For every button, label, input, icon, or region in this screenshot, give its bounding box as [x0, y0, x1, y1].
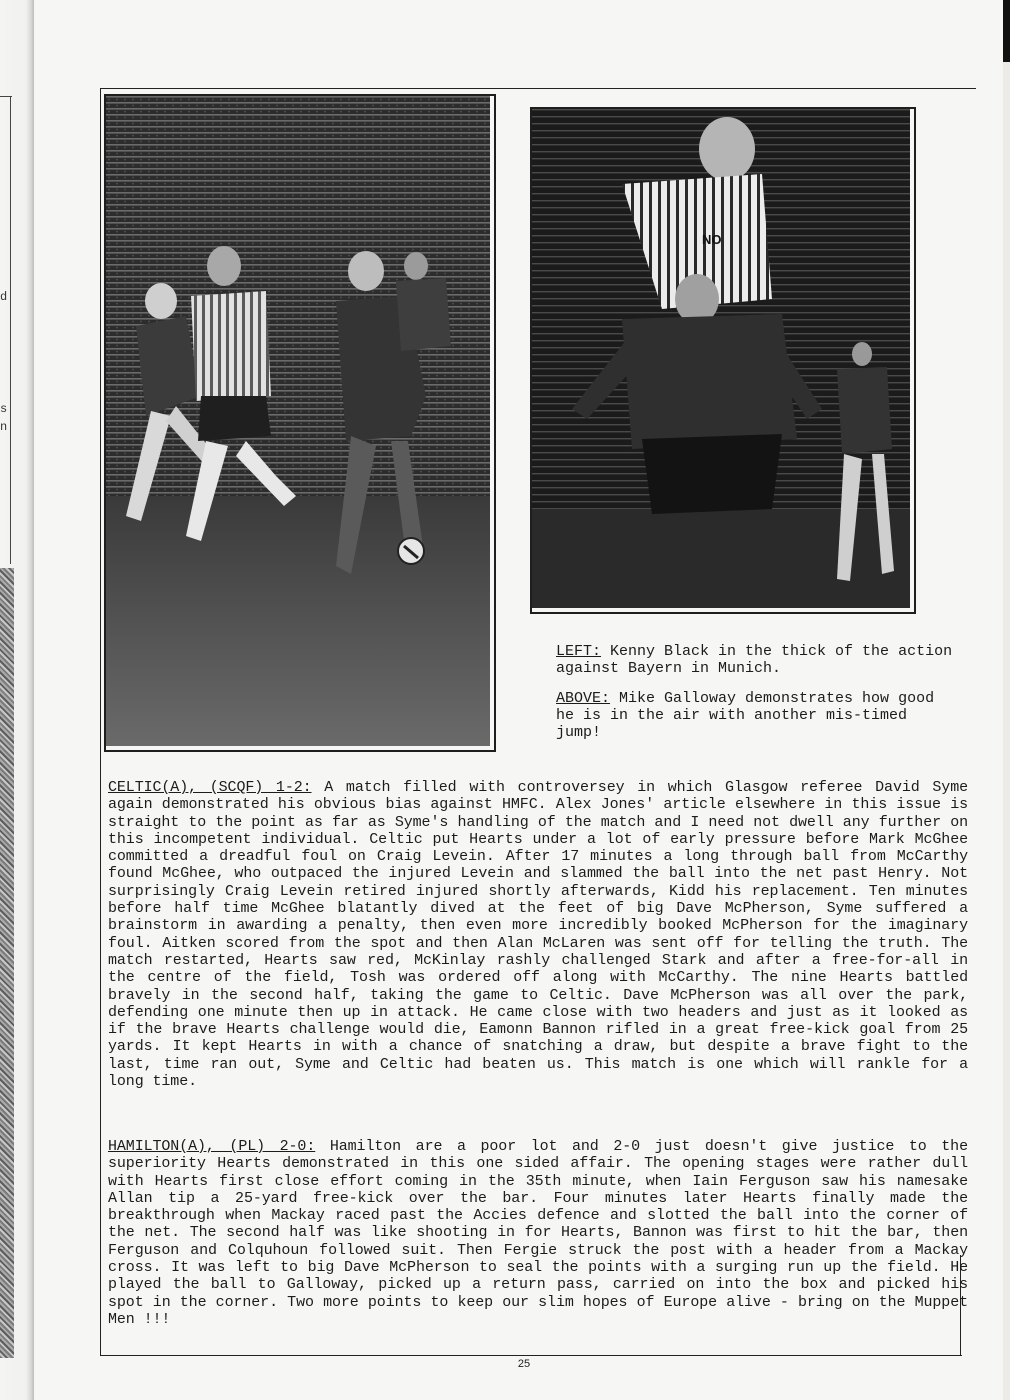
match-report-heading: CELTIC(A), (SCQF) 1-2:	[108, 779, 312, 796]
caption-left-text: Kenny Black in the thick of the action against Bayern in Munich.	[556, 643, 953, 677]
photo-mike-galloway-jump	[530, 107, 916, 614]
facing-page-letter: s	[0, 402, 8, 416]
shirt-sponsor-text: NO	[702, 232, 722, 247]
frame-rule	[100, 88, 976, 89]
caption-above	[556, 690, 956, 741]
caption-left	[556, 643, 956, 677]
scan-edge	[1003, 0, 1010, 62]
facing-page-rule	[10, 96, 11, 564]
match-report-body: Hamilton are a poor lot and 2-0 just doesn't give justice to the superiority Hearts demonstrated in this one sided affair. The opening stages were rather dull with Hearts first close effort coming in the 35th minute, when Iain Ferguson saw his namesake Allan tip a 25-yard free-kick over the bar. Four minutes later Hearts finally made the breakthrough when Mackay raced past the Accies defence and slotted the ball into the corner of the net. The second half was like shooting in for Hearts, Bannon was first to hit the bar, then Ferguson and Colquhoun followed suit. Then Fergie struck the post with a header from a Mackay cross. It was left to big Dave McPherson to seal the points with a surging run up the field. He played the ball to Galloway, picked up a return pass, carried on into the box and picked his spot in the corner. Two more points to keep our slim hopes of Europe alive - bring on the Muppet Men !!!	[108, 1138, 968, 1328]
facing-page-letter: n	[0, 420, 8, 434]
frame-rule	[100, 1355, 962, 1356]
caption-above-text: Mike Galloway demonstrates how good he is in the air with another mis-timed jump!	[556, 690, 935, 741]
match-report-body: A match filled with controversey in which Glasgow referee David Syme again demonstrated his obvious bias against HMFC. Alex Jones' article elsewhere in this issue is straight to the point as far as Syme's handling of the match and I need not dwell any further on this incompetent individual. Celtic put Hearts under a lot of early pressure before Mark McGhee committed a dreadful foul on Craig Levein. After 17 minutes a long through ball from McCarthy found McGhee, who outpaced the injured Levein and slammed the ball into the net past Henry. Not surprisingly Craig Levein retired injured shortly afterwards, Kidd his replacement. Ten minutes before half time McGhee blatantly dived at the feet of big Dave McPherson, Syme suffered a brainstorm in awarding a penalty, then even more incredibly booked McPherson for the imaginary foul. Aitken scored from the spot and then Alan McLaren was sent off for telling the truth. The match restarted, Hearts saw red, McKinlay rashly challenged Stark and after a free-for-all in the centre of the field, Tosh was ordered off along with McCarthy. The nine Hearts battled bravely in the second half, taking the game to Celtic. Dave McPherson was all over the park, defending one minute then up in attack. He came close with two headers and just as it looked as if the brave Hearts challenge would die, Eamonn Bannon rifled in a great free-kick goal from 25 yards. It kept Hearts in with a chance of snatching a draw, but despite a brave fight to the last, time ran out, Syme and Celtic had beaten us. This match is one which will rankle for a long time.	[108, 779, 969, 1091]
photo-kenny-black-action	[104, 94, 496, 752]
page-number: 25	[517, 1358, 531, 1370]
caption-above-label: ABOVE:	[556, 690, 611, 707]
facing-page-photo-strip	[0, 568, 14, 1358]
match-report-heading: HAMILTON(A), (PL) 2-0:	[108, 1138, 316, 1155]
match-report-hamilton	[108, 1138, 968, 1328]
facing-page-letter: d	[0, 290, 8, 304]
frame-rule	[100, 88, 101, 1356]
match-report-celtic	[108, 779, 968, 1090]
magazine-page	[34, 0, 1003, 1400]
caption-left-label: LEFT:	[556, 643, 602, 660]
facing-page-edge	[0, 0, 34, 1400]
